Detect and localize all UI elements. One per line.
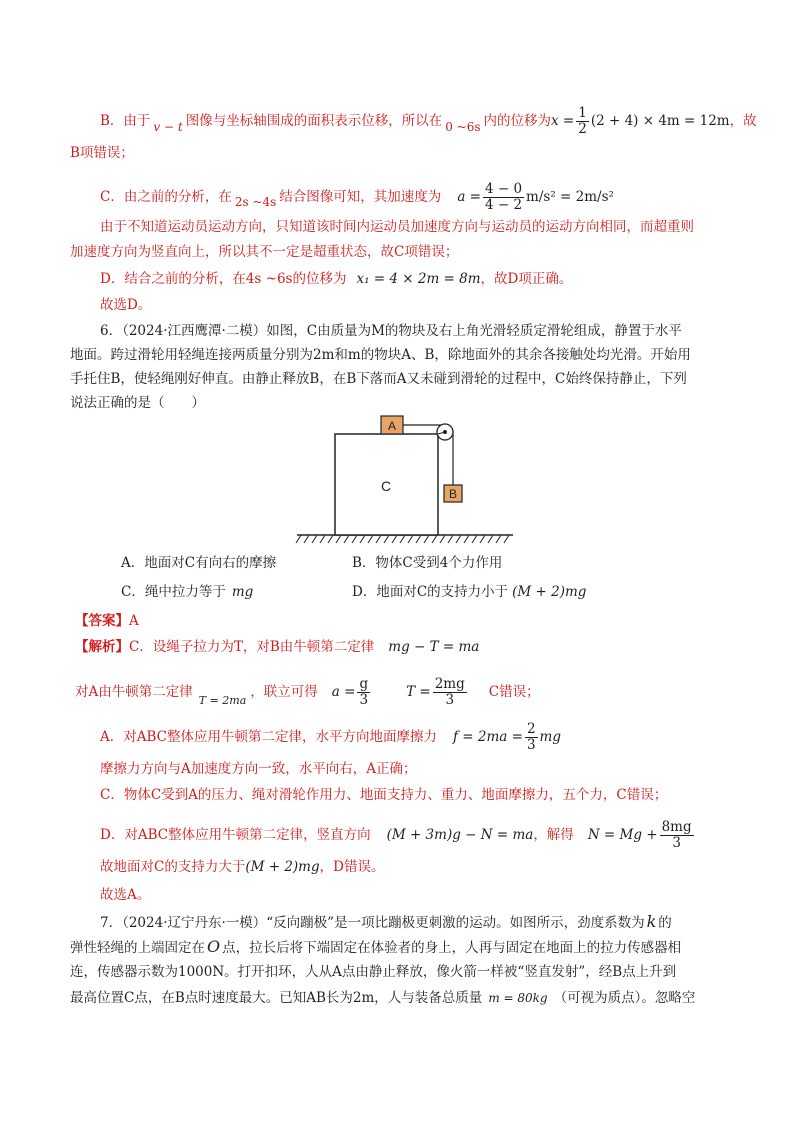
equation: m/s² = 2m/s² bbox=[526, 189, 614, 205]
equation: mg bbox=[539, 729, 561, 745]
analysis-conclusion: 故选A。 bbox=[100, 887, 151, 903]
vt-label: v − t bbox=[153, 120, 183, 134]
equation: a = bbox=[331, 684, 356, 700]
equation: (M + 2)mg bbox=[245, 859, 320, 875]
question6-line2: 地面。跨过滑轮用轻绳连接两质量分别为2m和m的物块A、B，除地面外的其余各接触处均光滑。开始用 bbox=[70, 347, 691, 363]
analysis-line2 bbox=[75, 677, 540, 708]
range: 0 ~6s bbox=[445, 120, 481, 134]
fraction bbox=[576, 106, 589, 137]
equation: T = 2ma bbox=[198, 694, 247, 707]
fraction bbox=[433, 677, 467, 708]
equation: x = bbox=[551, 113, 575, 129]
equation: (M + 2)mg bbox=[512, 584, 587, 600]
text: 的位移为 bbox=[292, 271, 347, 287]
equation: m = 80kg bbox=[488, 991, 548, 1005]
text: 点，拉长后将下端固定在体验者的身上，人再与固定在地面上的拉力传感器相 bbox=[222, 940, 682, 956]
answer-value: A bbox=[129, 613, 139, 629]
text: C错误； bbox=[488, 684, 540, 700]
equation: x₁ = 4 × 2m = 8m bbox=[356, 271, 481, 287]
equation: (2 + 4) × 4m = 12m bbox=[590, 113, 730, 129]
question6-line1: 6．（2024·江西鹰潭·二模）如图，C由质量为M的物块及右上角光滑轻质定滑轮组成，静置于水平 bbox=[100, 323, 682, 339]
text: C．绳中拉力等于 bbox=[121, 584, 226, 600]
variable: k bbox=[646, 912, 657, 931]
range: 4s ~6s bbox=[245, 271, 293, 287]
equation: f = 2ma = bbox=[453, 729, 523, 745]
text: D．对ABC整体应用牛顿第二定律，竖直方向 bbox=[100, 827, 371, 843]
text: 7．（2024·辽宁丹东·一模）“反向蹦极”是一项比蹦极更刺激的运动。如图所示，劲度系数为 bbox=[100, 915, 645, 931]
text: ，联立可得 bbox=[250, 684, 318, 700]
text: C．设绳子拉力为T，对B由牛顿第二定律 bbox=[129, 639, 375, 655]
numerator: g bbox=[359, 676, 369, 692]
solution5-D-line bbox=[100, 270, 572, 288]
analysis-line5: C．物体C受到A的压力、绳对滑轮作用力、地面支持力、重力、地面摩擦力，五个力，C错误； bbox=[100, 787, 668, 803]
question7-line1 bbox=[100, 913, 672, 932]
variable: O bbox=[207, 937, 221, 956]
solution5-conclusion: 故选D。 bbox=[100, 297, 152, 313]
text: 弹性轻绳的上端固定在 bbox=[70, 940, 205, 956]
equation: mg bbox=[231, 584, 254, 600]
text: D．结合之前的分析，在 bbox=[100, 271, 246, 287]
question7-line3: 连，传感器示数为1000N。打开扣环，人从A点由静止释放，像火箭一样被“竖直发射”，经B点上升到 bbox=[70, 964, 677, 980]
numerator: 2 bbox=[526, 721, 536, 737]
analysis-line6 bbox=[100, 820, 696, 851]
text: 结合图像可知，其加速度为 bbox=[279, 189, 442, 205]
text: 图像与坐标轴围成的面积表示位移，所以在 bbox=[185, 113, 443, 129]
equation: (M + 3m)g − N = ma bbox=[386, 827, 534, 843]
equation: mg − T = ma bbox=[388, 639, 480, 655]
solution5-C-line2: 由于不知道运动员运动方向，只知道该时间内运动员加速度方向与运动员的运动方向相同，而超重则 bbox=[100, 219, 694, 235]
block-A-label: A bbox=[387, 419, 397, 433]
text: A．对ABC整体应用牛顿第二定律，水平方向地面摩擦力 bbox=[100, 729, 437, 745]
text: ，D错误。 bbox=[319, 859, 385, 875]
question6-line3: 手托住B，使轻绳刚好伸直。由静止释放B，在B下落而A又未碰到滑轮的过程中，C始终保持静止，下列 bbox=[70, 371, 687, 387]
text: 对A由牛顿第二定律 bbox=[75, 684, 193, 700]
text: ，故 bbox=[729, 113, 757, 129]
solution5-B-line2: B项错误； bbox=[70, 145, 134, 161]
pulley-figure bbox=[295, 412, 515, 548]
fraction bbox=[357, 677, 370, 708]
denominator: 2 bbox=[578, 121, 587, 137]
numerator: 1 bbox=[578, 105, 587, 121]
equation: N = Mg + bbox=[587, 827, 658, 843]
numerator: 2mg bbox=[434, 676, 465, 692]
denominator: 3 bbox=[672, 835, 681, 851]
text: 故地面对C的支持力大于 bbox=[100, 859, 246, 875]
fraction bbox=[483, 182, 524, 213]
text: 的 bbox=[658, 915, 672, 931]
text: B．由于 bbox=[100, 113, 151, 129]
option-B: B．物体C受到4个力作用 bbox=[352, 555, 503, 571]
denominator: 4 − 2 bbox=[484, 197, 523, 213]
text: ，解得 bbox=[533, 827, 574, 843]
equation: a = bbox=[457, 189, 481, 205]
equation: T = bbox=[406, 684, 431, 700]
answer-label: 【答案】 bbox=[75, 613, 129, 629]
analysis-line7 bbox=[100, 858, 384, 876]
text: D．地面对C的支持力小于 bbox=[352, 584, 509, 600]
option-C bbox=[121, 583, 253, 601]
text: 最高位置C点，在B点时速度最大。已知AB长为2m，人与装备总质量 bbox=[70, 990, 483, 1006]
question6-line4: 说法正确的是（ ） bbox=[70, 395, 205, 411]
question7-line4 bbox=[70, 989, 695, 1007]
analysis-line3 bbox=[100, 722, 561, 753]
solution5-C-line1 bbox=[100, 182, 614, 213]
option-D bbox=[352, 583, 586, 601]
analysis-label: 【解析】 bbox=[75, 639, 129, 655]
solution5-B-line1 bbox=[100, 106, 757, 137]
text: C．由之前的分析，在 bbox=[100, 189, 232, 205]
denominator: 3 bbox=[445, 692, 455, 708]
fraction bbox=[660, 820, 694, 851]
block-C-label: C bbox=[380, 478, 392, 494]
numerator: 4 − 0 bbox=[484, 181, 523, 197]
block-B-label: B bbox=[448, 487, 458, 501]
text: （可视为质点）。忽略空 bbox=[553, 990, 696, 1006]
denominator: 3 bbox=[359, 692, 369, 708]
text: ，故D项正确。 bbox=[480, 271, 573, 287]
analysis-line4: 摩擦力方向与A加速度方向一致，水平向右，A正确； bbox=[100, 761, 417, 777]
denominator: 3 bbox=[526, 737, 536, 753]
text: 内的位移为 bbox=[483, 113, 552, 129]
numerator: 8mg bbox=[661, 819, 692, 835]
solution5-C-line3: 加速度方向为竖直向上，所以其不一定是超重状态，故C项错误； bbox=[70, 244, 459, 260]
analysis-line1 bbox=[75, 638, 479, 656]
ground-hatching bbox=[296, 535, 509, 543]
question7-line2 bbox=[70, 938, 681, 957]
option-A: A．地面对C有向右的摩擦 bbox=[121, 555, 277, 571]
fraction bbox=[525, 722, 538, 753]
answer-line bbox=[75, 612, 139, 630]
range: 2s ~4s bbox=[234, 195, 277, 209]
